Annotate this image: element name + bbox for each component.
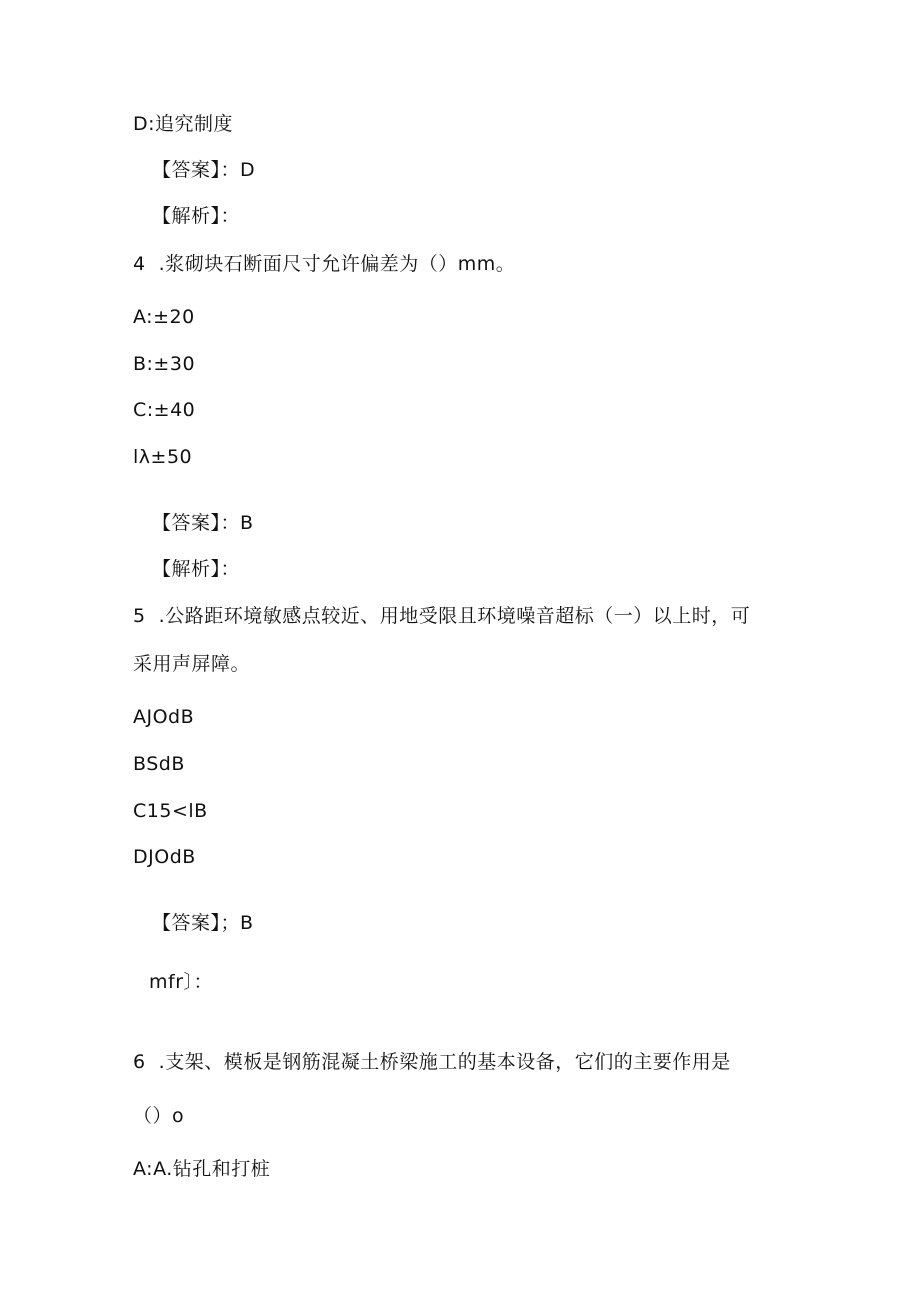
option-c-text: C:±40	[133, 399, 196, 421]
option-b-text: BSdB	[133, 753, 185, 775]
question-5-text: 5 .公路距环境敏感点较近、用地受限且环境噪音超标（一）以上时，可	[133, 605, 751, 627]
analysis-label: 【解析】：	[152, 558, 241, 580]
question-6-text: 6 .支架、模板是钢筋混凝土桥梁施工的基本设备，它们的主要作用是	[133, 1051, 731, 1073]
option-a-text: AJOdB	[133, 706, 195, 728]
question-5-text-continued: 采用声屏障。	[133, 653, 251, 675]
option-a-text: A:±20	[133, 306, 195, 328]
question-4-text: 4 .浆砌块石断面尺寸允许偏差为（）mm。	[133, 253, 516, 275]
answer-label: 【答案】：B	[152, 512, 254, 534]
option-d-text: DJOdB	[133, 846, 196, 868]
option-d-text: lλ±50	[133, 446, 193, 468]
analysis-label: 【解析】：	[152, 205, 241, 227]
answer-label: 【答案】：D	[152, 159, 256, 181]
question-6-text-continued: （）o	[133, 1105, 185, 1127]
option-c-text: C15<lB	[133, 800, 208, 822]
analysis-label: mfr〕：	[149, 971, 214, 993]
option-b-text: B:±30	[133, 353, 196, 375]
answer-label: 【答案】；B	[152, 912, 254, 934]
option-d-text: D:追究制度	[133, 113, 234, 135]
option-a-text: A:A.钻孔和打桩	[133, 1158, 271, 1180]
